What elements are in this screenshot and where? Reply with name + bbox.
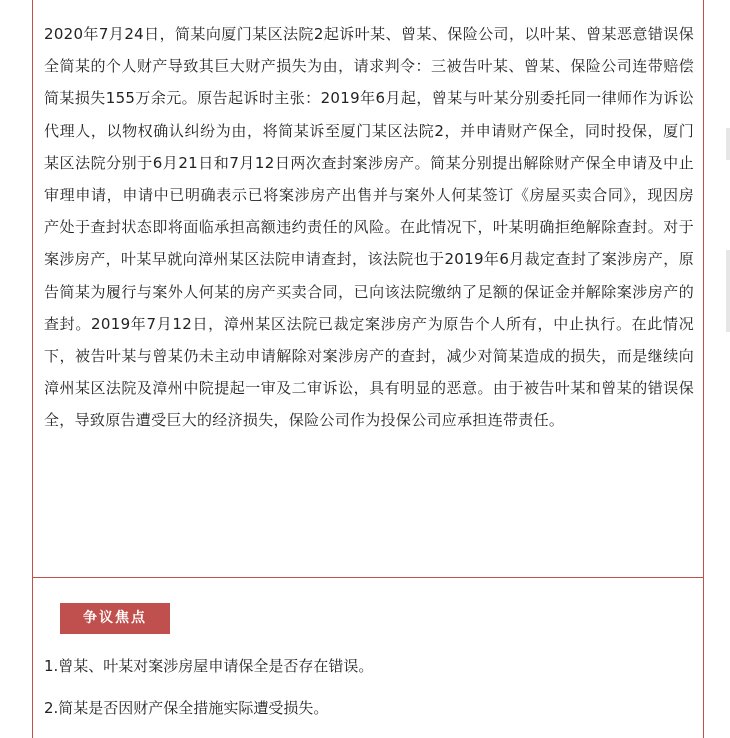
issue-item-2: 2.简某是否因财产保全措施实际遭受损失。 xyxy=(44,699,329,717)
issue-item-1: 1.曾某、叶某对案涉房屋申请保全是否存在错误。 xyxy=(44,657,374,675)
dispute-focus-badge: 争议焦点 xyxy=(60,603,170,634)
issue-list xyxy=(44,650,694,734)
scroll-edge-mark xyxy=(726,250,730,332)
scroll-edge-mark xyxy=(726,128,730,160)
article-frame xyxy=(32,0,704,578)
case-paragraph: 2020年7月24日，简某向厦门某区法院2起诉叶某、曾某、保险公司，以叶某、曾某恶意错误保全简某的个人财产导致其巨大财产损失为由，请求判令：三被告叶某、曾某、保险公司连带赔偿简某损失155万余元。原告起诉时主张：2019年6月起，曾某与叶某分别委托同一律师作为诉讼代理人，以物权确认纠纷为由，将简某诉至厦门某区法院2，并申请财产保全，同时投保，厦门某区法院分别于6月21日和7月12日两次查封案涉房产。简某分别提出解除财产保全申请及中止审理申请，申请中已明确表示已将案涉房产出售并与案外人何某签订《房屋买卖合同》，现因房产处于查封状态即将面临承担高额违约责任的风险。在此情况下，叶某明确拒绝解除查封。对于案涉房产，叶某早就向漳州某区法院申请查封，该法院也于2019年6月裁定查封了案涉房产，原告简某为履行与案外人何某的房产买卖合同，已向该法院缴纳了足额的保证金并解除案涉房产的查封。2019年7月12日，漳州某区法院已裁定案涉房产为原告个人所有，中止执行。在此情况下，被告叶某与曾某仍未主动申请解除对案涉房产的查封，减少对简某造成的损失，而是继续向漳州某区法院及漳州中院提起一审及二审诉讼，具有明显的恶意。由于被告叶某和曾某的错误保全，导致原告遭受巨大的经济损失，保险公司作为投保公司应承担连带责任。 xyxy=(44,25,694,430)
